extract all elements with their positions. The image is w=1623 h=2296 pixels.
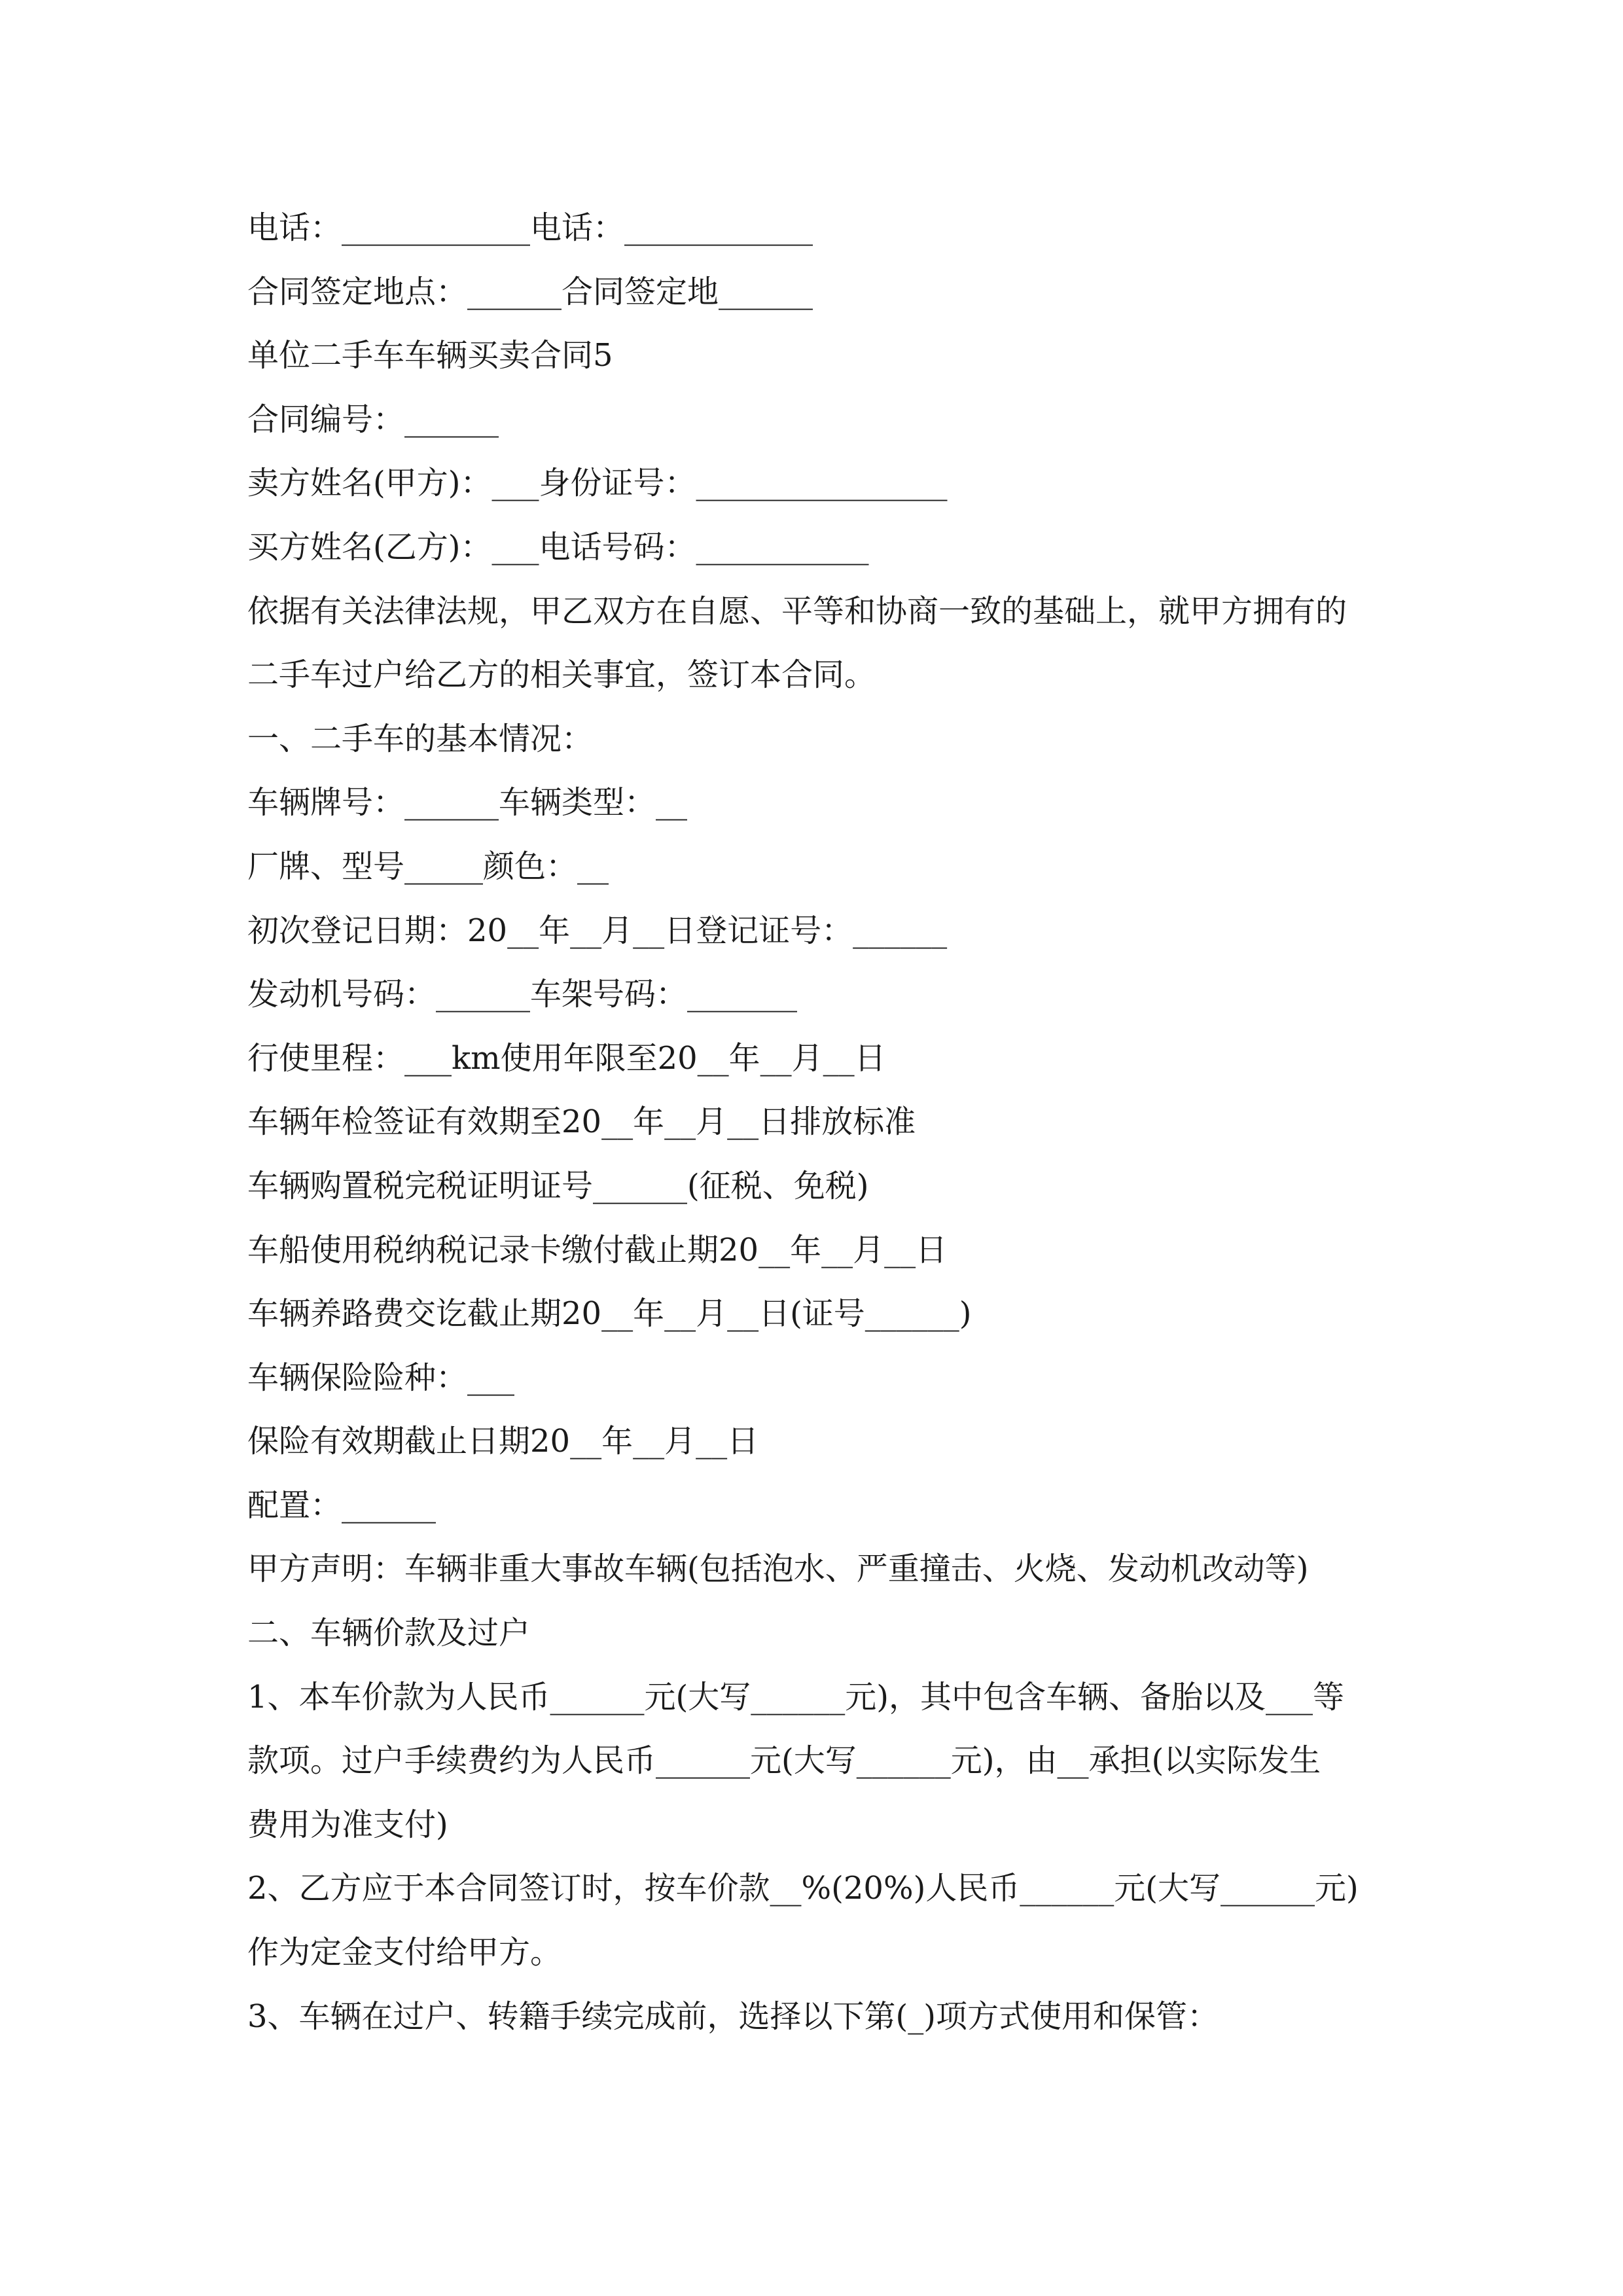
text-line: 车辆年检签证有效期至20__年__月__日排放标准 [247,1103,916,1141]
text-line: 发动机号码：______车架号码：_______ [247,976,798,1013]
text-line: 1、本车价款为人民币______元(大写______元)，其中包含车辆、备胎以及___等 [247,1678,1344,1715]
text-line: 甲方声明：车辆非重大事故车辆(包括泡水、严重撞击、火烧、发动机改动等) [247,1551,1309,1588]
text-line: 车辆养路费交讫截止期20__年__月__日(证号______) [247,1295,972,1333]
text-line: 款项。过户手续费约为人民币______元(大写______元)，由__承担(以实际发生 [247,1742,1321,1780]
text-line: 初次登记日期：20__年__月__日登记证号：______ [247,912,948,949]
text-line: 合同编号：______ [247,401,499,438]
text-line: 费用为准支付) [247,1806,448,1843]
text-line: 合同签定地点：______合同签定地______ [247,273,813,310]
section-title: 单位二手车车辆买卖合同5 [247,337,613,374]
text-line: 行使里程：___km使用年限至20__年__月__日 [247,1039,886,1077]
text-line: 依据有关法律法规，甲乙双方在自愿、平等和协商一致的基础上，就甲方拥有的 [247,592,1347,630]
text-line: 3、车辆在过户、转籍手续完成前，选择以下第(_)项方式使用和保管： [247,1998,1219,2035]
text-line: 买方姓名(乙方)：___电话号码：___________ [247,528,869,565]
text-line: 保险有效期截止日期20__年__月__日 [247,1423,759,1460]
text-line: 配置：______ [247,1486,437,1524]
text-line: 电话：____________电话：____________ [247,209,813,246]
document-body [247,196,1399,2049]
text-line: 车辆牌号：______车辆类型：__ [247,784,688,821]
section-heading: 一、二手车的基本情况： [247,720,594,757]
text-line: 2、乙方应于本合同签订时，按车价款__%(20%)人民币______元(大写______元) [247,1870,1359,1907]
text-line: 二手车过户给乙方的相关事宜，签订本合同。 [247,656,876,694]
text-line: 车船使用税纳税记录卡缴付截止期20__年__月__日 [247,1231,948,1268]
text-line: 车辆购置税完税证明证号______(征税、免税) [247,1167,869,1204]
text-line: 卖方姓名(甲方)：___身份证号：________________ [247,465,948,502]
text-line: 厂牌、型号_____颜色：__ [247,848,609,885]
text-line: 车辆保险险种：___ [247,1359,515,1396]
text-line: 作为定金支付给甲方。 [247,1934,562,1971]
section-heading: 二、车辆价款及过户 [247,1615,531,1652]
